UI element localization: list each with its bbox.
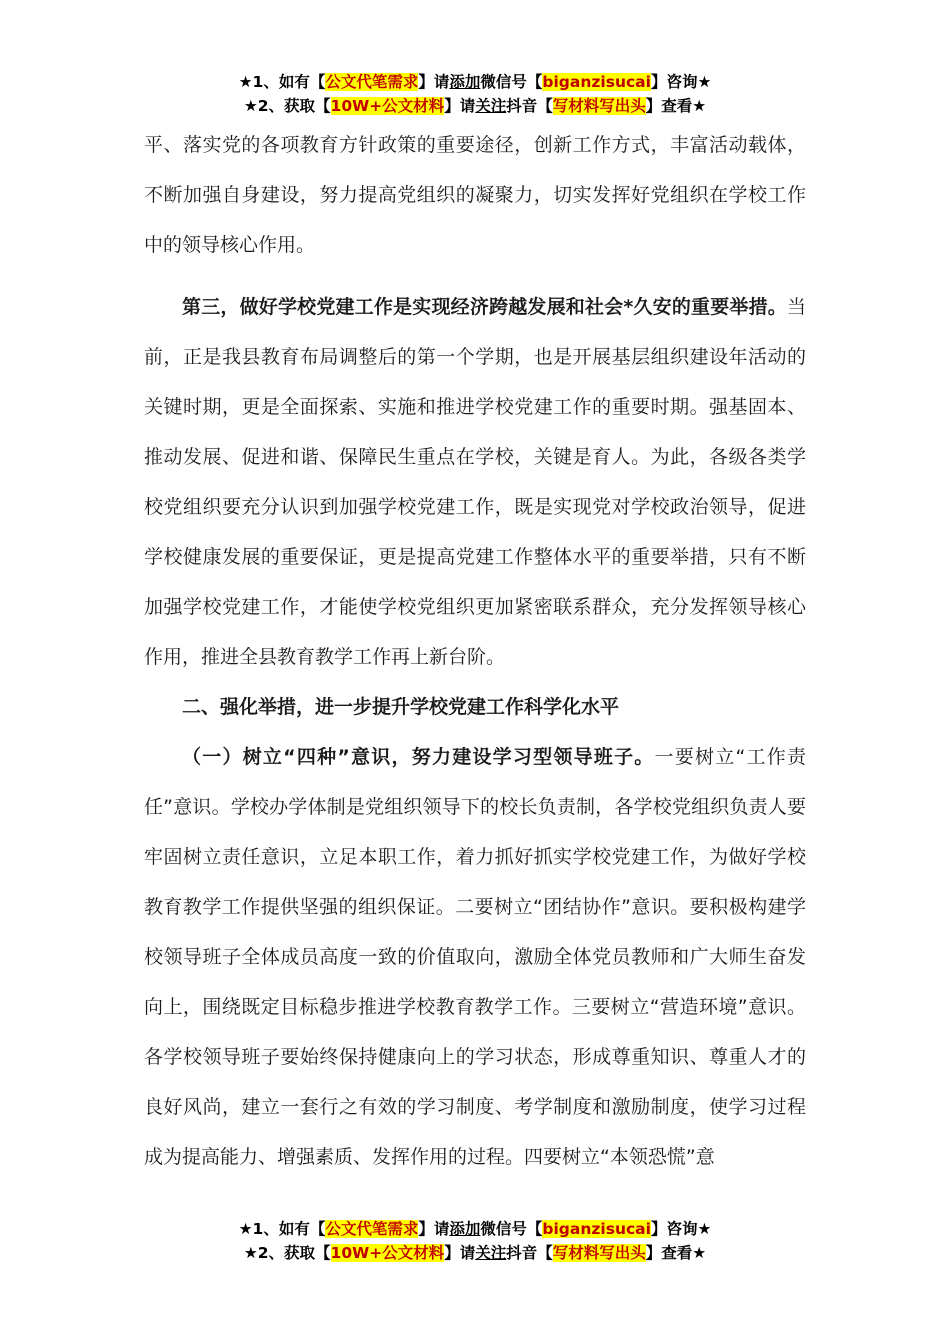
banner-line-2 — [0, 94, 950, 118]
banner-text: 】查看★ — [645, 1244, 707, 1262]
section-heading: 二、强化举措，进一步提升学校党建工作科学化水平 — [182, 696, 620, 718]
paragraph-continued: 平、落实党的各项教育方针政策的重要途径，创新工作方式，丰富活动载体，不断加强自身建设，努力提高党组织的凝聚力，切实发挥好党组织在学校工作中的领导核心作用。 — [144, 134, 806, 256]
banner-text: 微信号【 — [480, 73, 543, 91]
banner-text: 】咨询★ — [650, 73, 712, 91]
banner-text: 】请 — [444, 1244, 476, 1262]
banner-highlight: 写材料写出头 — [552, 1244, 646, 1262]
banner-highlight: 10W+公文材料 — [330, 97, 445, 115]
banner-highlight: 公文代笔需求 — [325, 73, 419, 91]
banner-underlined-text: 添加 — [449, 1220, 481, 1238]
banner-text: 】查看★ — [645, 97, 707, 115]
subsection-heading: （一）树立“四种”意识，努力建设学习型领导班子。 — [182, 746, 655, 768]
banner-highlight: biganzisucai — [542, 73, 651, 91]
banner-text: 微信号【 — [480, 1220, 543, 1238]
banner-underlined-text: 添加 — [449, 73, 481, 91]
banner-text: ★1、如有【 — [238, 1220, 326, 1238]
banner-text: 】咨询★ — [650, 1220, 712, 1238]
top-banner — [0, 70, 950, 118]
bottom-banner — [0, 1217, 950, 1265]
paragraph-text: 当前，正是我县教育布局调整后的第一个学期，也是开展基层组织建设年活动的关键时期，更是全面探索、实施和推进学校党建工作的重要时期。强基固本、推动发展、促进和谐、保障民生重点在学校，关键是育人。为此，各级各类学校党组织要充分认识到加强学校党建工作，既是实现党对学校政治领导，促进学校健康发展的重要保证，更是提高党建工作整体水平的重要举措，只有不断加强学校党建工作，才能使学校党组织更加紧密联系群众，充分发挥领导核心作用，推进全县教育教学工作再上新台阶。 — [144, 296, 806, 668]
banner-text: 抖音【 — [506, 97, 553, 115]
document-body — [144, 120, 806, 1182]
banner-text: 】请 — [444, 97, 476, 115]
banner-text: ★1、如有【 — [238, 73, 326, 91]
banner-highlight: 10W+公文材料 — [330, 1244, 445, 1262]
banner-underlined-text: 关注 — [475, 1244, 507, 1262]
paragraph-lead-bold: 第三，做好学校党建工作是实现经济跨越发展和社会*久安的重要举措。 — [182, 296, 787, 318]
paragraph-text: 一要树立“工作责任”意识。学校办学体制是党组织领导下的校长负责制，各学校党组织负责人要牢固树立责任意识，立足本职工作，着力抓好抓实学校党建工作，为做好学校教育教学工作提供坚强的组织保证。二要树立“团结协作”意识。要积极构建学校领导班子全体成员高度一致的价值取向，激励全体党员教师和广大师生奋发向上，围绕既定目标稳步推进学校教育教学工作。三要树立“营造环境”意识。各学校领导班子要始终保持健康向上的学习状态，形成尊重知识、尊重人才的良好风尚，建立一套行之有效的学习制度、考学制度和激励制度，使学习过程成为提高能力、增强素质、发挥作用的过程。四要树立“本领恐慌”意 — [144, 746, 806, 1168]
banner-text: 】请 — [418, 73, 450, 91]
banner-text: 抖音【 — [506, 1244, 553, 1262]
banner-underlined-text: 关注 — [475, 97, 507, 115]
banner-highlight: 写材料写出头 — [552, 97, 646, 115]
banner-text: ★2、获取【 — [243, 1244, 331, 1262]
banner-highlight: 公文代笔需求 — [325, 1220, 419, 1238]
banner-text: ★2、获取【 — [243, 97, 331, 115]
banner-line-2 — [0, 1241, 950, 1265]
banner-line-1 — [0, 1217, 950, 1241]
banner-text: 】请 — [418, 1220, 450, 1238]
paragraph-third-point — [144, 282, 806, 682]
banner-line-1 — [0, 70, 950, 94]
banner-highlight: biganzisucai — [542, 1220, 651, 1238]
paragraph-subsection-1 — [144, 732, 806, 1182]
